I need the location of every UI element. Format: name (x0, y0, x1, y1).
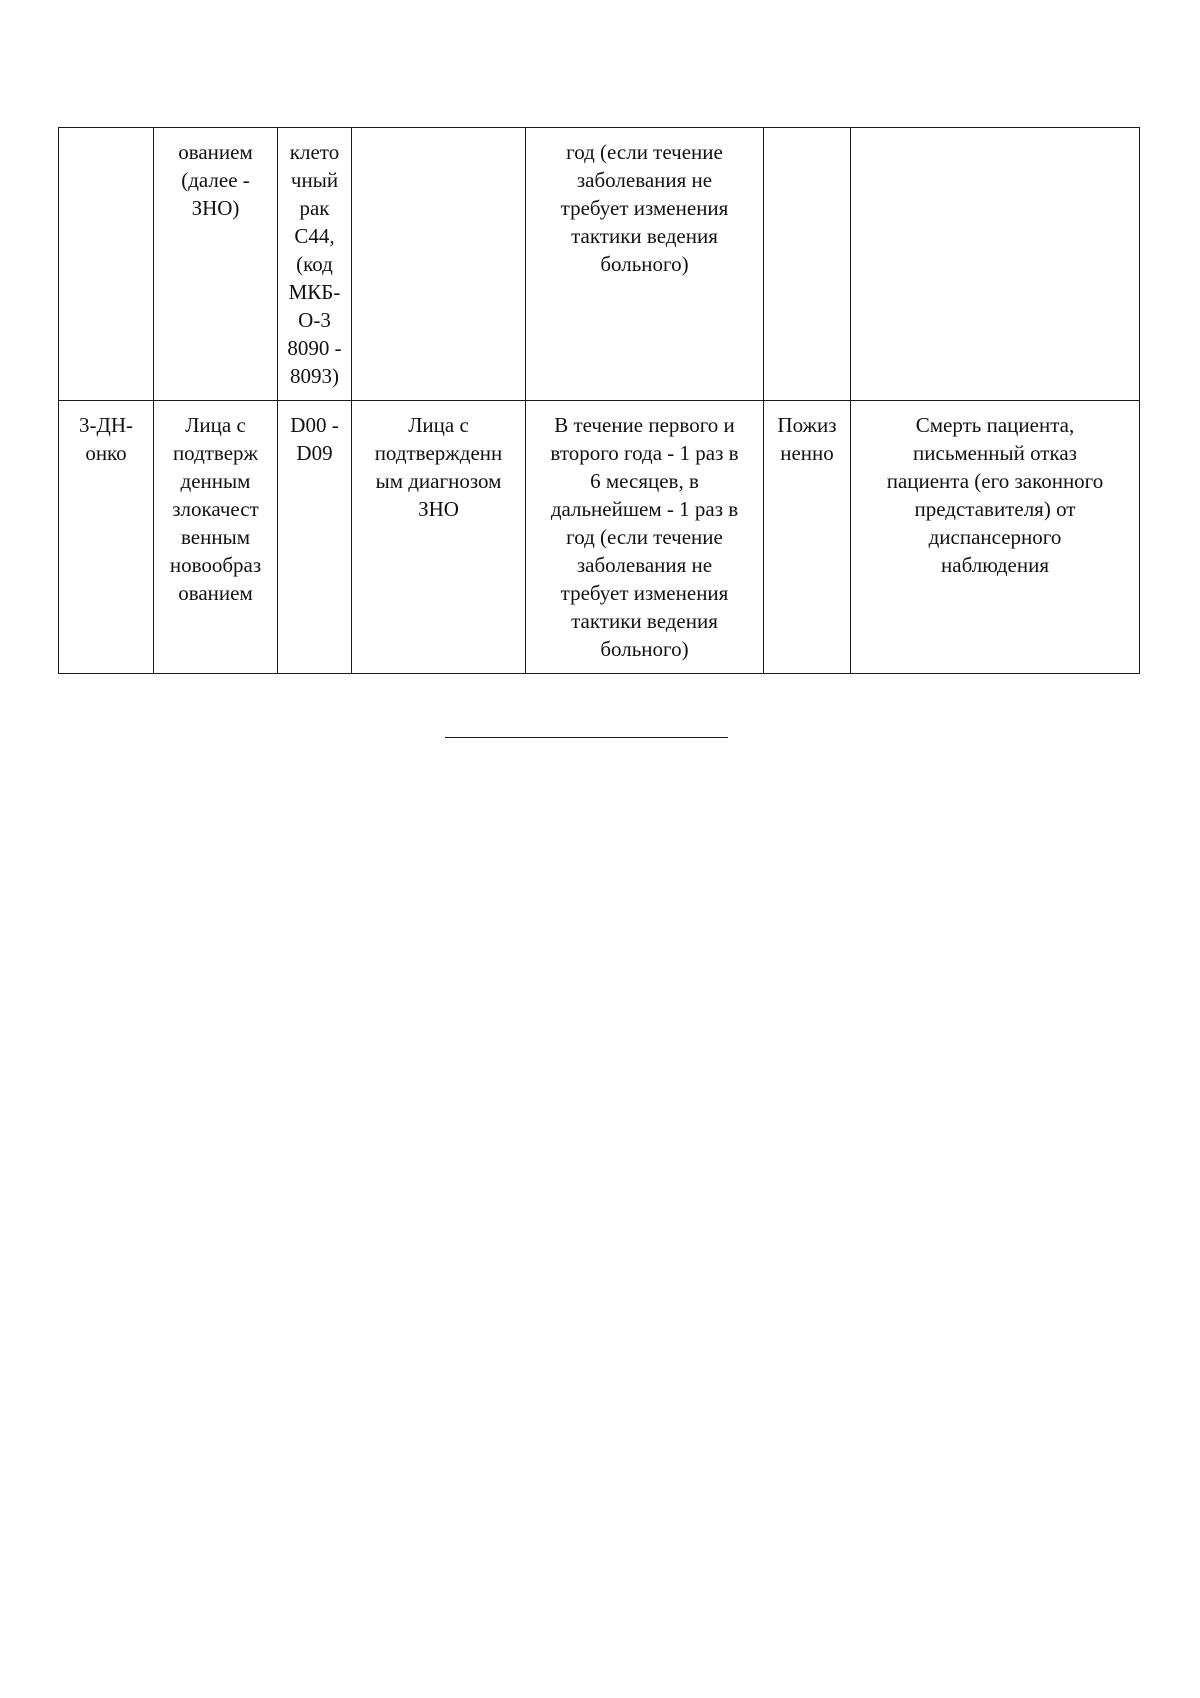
table-cell-frequency: В течение первого и второго года - 1 раз в 6 месяцев, в дальнейшем - 1 раз в год (если течение заболевания не требует изменения тактики ведения больного) (526, 401, 764, 674)
dispensary-observation-table (58, 127, 1140, 674)
table-cell-population: ованием (далее - ЗНО) (154, 128, 278, 401)
table-cell-code (59, 128, 154, 401)
table-cell-code: 3-ДН- онко (59, 401, 154, 674)
table-row (59, 401, 1140, 674)
table-cell-termination-criteria (851, 128, 1140, 401)
end-of-document-rule (445, 737, 728, 738)
table-cell-population: Лица с подтверж денным злокачест венным новообраз ованием (154, 401, 278, 674)
table-cell-icd-codes: D00 - D09 (278, 401, 352, 674)
table-cell-patient-group: Лица с подтвержденн ым диагнозом ЗНО (352, 401, 526, 674)
table-cell-icd-codes: клето чный рак С44, (код МКБ- О-3 8090 - 8093) (278, 128, 352, 401)
table-row (59, 128, 1140, 401)
table-cell-frequency: год (если течение заболевания не требует изменения тактики ведения больного) (526, 128, 764, 401)
table-cell-duration: Пожиз ненно (764, 401, 851, 674)
table-cell-duration (764, 128, 851, 401)
table-cell-patient-group (352, 128, 526, 401)
table-cell-termination-criteria: Смерть пациента, письменный отказ пациента (его законного представителя) от диспансерного наблюдения (851, 401, 1140, 674)
